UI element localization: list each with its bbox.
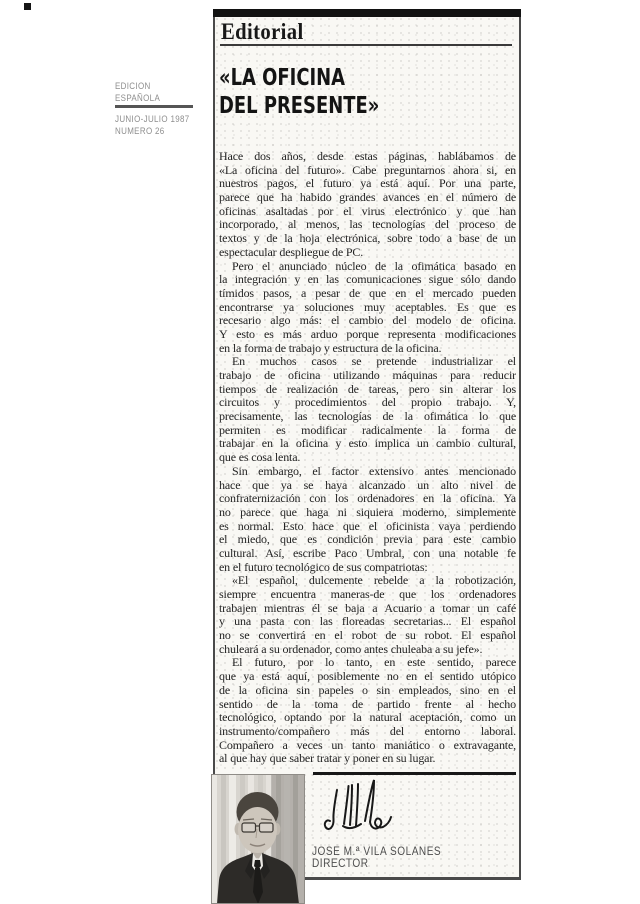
body-text-line: circuitos y procedimientos del propio trabajo. Y, <box>219 396 516 410</box>
issue-number: NUMERO 26 <box>115 125 165 137</box>
article-title <box>219 64 379 120</box>
body-text-line: cultural. Así, escribe Paco Umbral, con una notable fe <box>219 546 516 560</box>
body-text-line: trabajo de oficina utilizando máquinas para reducir <box>219 369 516 382</box>
body-text-line: y una pasta con las floreadas secretarias... El español <box>219 615 516 629</box>
body-paragraph <box>219 150 516 260</box>
body-text-line: que ya está aquí, posiblemente no en el sentido utópico <box>219 670 516 684</box>
body-text-line: Compañero a veces un tanto maniático o extravagante, <box>219 738 516 752</box>
body-text-line: sentido de la toma de partido frente al hecho <box>219 697 516 711</box>
body-text-line: precisamente, las tecnologías de la ofimática lo que <box>219 410 516 424</box>
author-title: DIRECTOR <box>312 856 369 870</box>
body-text-line: chuleará a su ordenador, como antes chuleaba a su jefe». <box>219 642 483 656</box>
body-text-line: espectacular despliegue de PC. <box>219 245 364 259</box>
body-text-line: parece que ha habido grandes avances en el número de <box>219 191 516 205</box>
body-text-line: al que hay que saber tratar y poner en su lugar. <box>219 752 436 766</box>
body-text-line: Pero el anunciado núcleo de la ofimática basado en <box>232 259 516 273</box>
signature <box>320 777 398 837</box>
body-text-line: hace que ya se haya alcanzado un alto nivel de <box>219 478 516 492</box>
body-text-line: confraternización con los ordenadores en la oficina. Ya <box>219 492 516 506</box>
body-paragraph <box>219 574 516 656</box>
body-text-line: oficinas asaltadas por el virus electrónico y que han <box>219 204 516 218</box>
body-text-line: de la oficina sin papeles o sin empleados, sino en el <box>219 683 516 697</box>
article-body <box>219 150 516 766</box>
body-text-line: tímidos pasos, a pesar de que en el mercado pueden <box>219 286 516 300</box>
body-text-line: textos y de la hoja electrónica, sobre todo a base de un <box>219 232 516 246</box>
heading-underline <box>220 44 512 46</box>
body-text-line: recesario algo más: el cambio del modelo de oficina. <box>219 314 516 328</box>
edition-label-line2: ESPAÑOLA <box>115 92 161 104</box>
body-text-line: no se convertirá en el robot de su robot. El español <box>219 629 516 643</box>
body-paragraph <box>219 260 516 356</box>
article-title-line2: DEL PRESENTE» <box>219 93 380 119</box>
body-text-line: trabajen mientras él se baja a Acuario a tomar un café <box>219 601 516 615</box>
signature-rule <box>313 772 516 775</box>
body-text-line: en la forma de trabajo y estructura de la oficina. <box>219 341 442 355</box>
body-text-line: Hace dos años, desde estas páginas, hablábamos de <box>219 150 516 163</box>
masthead <box>115 81 225 137</box>
body-text-line: la integración y en las comunicaciones sigue sólo dando <box>219 273 516 287</box>
section-heading: Editorial <box>221 19 304 44</box>
body-text-line: el miedo, que es condición previa para este cambio <box>219 533 516 547</box>
body-text-line: tiempos de realización de tareas, pero sin alterar los <box>219 382 516 396</box>
body-text-line: no parece que haga ni siquiera moderno, simplemente <box>219 505 516 519</box>
body-text-line: Y esto es más arduo porque representa modificaciones <box>219 327 516 341</box>
top-black-bar <box>213 9 521 17</box>
edition-label-line1: EDICION <box>115 81 151 92</box>
body-text-line: El futuro, por lo tanto, en este sentido, parece <box>232 656 516 670</box>
body-text-line: En muchos casos se pretende industrializar el <box>232 355 516 369</box>
body-text-line: que es cosa lenta. <box>219 451 301 465</box>
article-title-line1: «LA OFICINA <box>219 65 346 91</box>
issue-date: JUNIO-JULIO 1987 <box>115 113 190 125</box>
body-text-line: «El español, dulcemente rebelde a la robotización, <box>232 574 516 588</box>
body-text-line: siempre encuentra maneras-de que los ordenadores <box>219 588 516 601</box>
body-paragraph <box>219 465 516 575</box>
body-text-line: trabajar en la oficina y esto implica un cambio cultural, <box>219 437 516 451</box>
body-text-line: «La oficina del futuro». Cabe preguntarnos ahora si, en <box>219 163 516 177</box>
body-text-line: instrumento/compañero más del entorno laboral. <box>219 724 516 738</box>
body-text-line: en el futuro tecnológico de sus compatriotas: <box>219 560 428 574</box>
author-name: JOSE M.ª VILA SOLANES <box>312 844 442 858</box>
scan-artifact-mark <box>24 3 31 10</box>
body-text-line: incorporado, al menos, las tecnologías del proceso de <box>219 218 516 232</box>
body-text-line: nuestros pagos, el futuro ya está aquí. Por una parte, <box>219 177 516 191</box>
body-text-line: es normal. Esto hace que el oficinista vaya perdiendo <box>219 519 516 533</box>
portrait-photo <box>211 774 305 904</box>
masthead-rule <box>115 105 193 108</box>
body-text-line: Sin embargo, el factor extensivo antes mencionado <box>232 464 516 478</box>
body-paragraph <box>219 656 516 766</box>
body-text-line: encontrarse ya soluciones muy aceptables. Es que es <box>219 300 516 314</box>
body-text-line: permiten es modificar radicalmente la forma de <box>219 423 516 437</box>
body-paragraph <box>219 355 516 465</box>
body-text-line: tecnológico, optando por la natural aceptación, como un <box>219 711 516 725</box>
